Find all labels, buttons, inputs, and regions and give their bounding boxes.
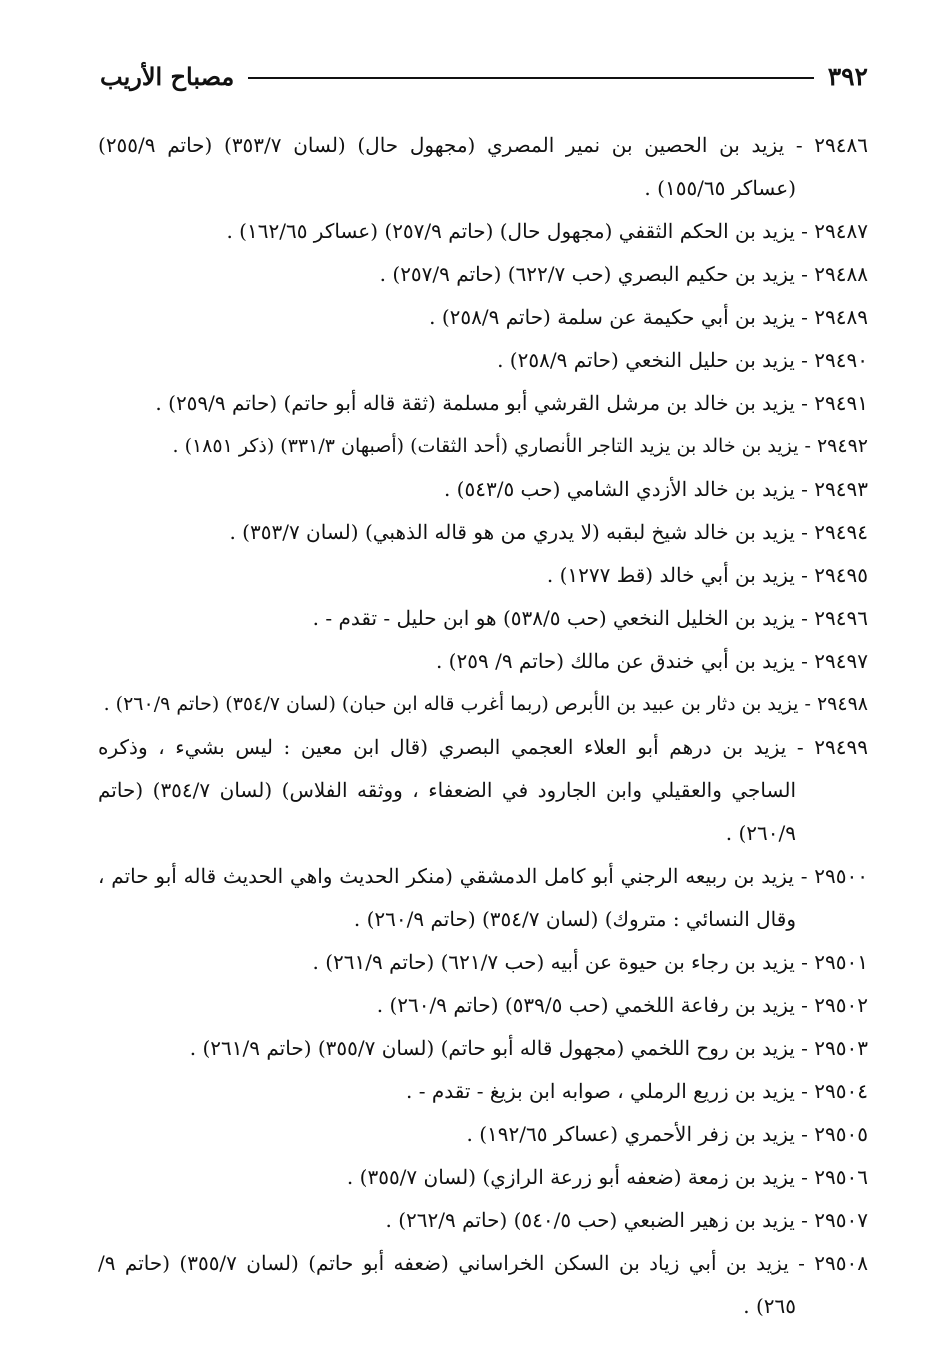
entry: ٢٩٥٠٥ - يزيد بن زفر الأحمري (عساكر ١٩٢/٦٥) .	[466, 1122, 868, 1146]
entry: ٢٩٥٠٧ - يزيد بن زهير الضبعي (حب ٥٤٠/٥) (حاتم ٢٦٢/٩) .	[385, 1208, 868, 1232]
book-title: مصباح الأريب	[100, 61, 235, 91]
entry: ٢٩٥٠٣ - يزيد بن روح اللخمي (مجهول قاله أبو حاتم) (لسان ٣٥٥/٧) (حاتم ٢٦١/٩) .	[189, 1036, 868, 1060]
entry: ٢٩٤٨٨ - يزيد بن حكيم البصري (حب ٦٢٢/٧) (حاتم ٢٥٧/٩) .	[379, 262, 868, 286]
entry: ٢٩٤٩٤ - يزيد بن خالد شيخ لبقبه (لا يدري من هو قاله الذهبي) (لسان ٣٥٣/٧) .	[229, 520, 868, 544]
entry: ٢٩٥٠٤ - يزيد بن زريع الرملي ، صوابه ابن بزيغ - تقدم - .	[405, 1079, 868, 1103]
entry: ٢٩٤٩٣ - يزيد بن خالد الأزدي الشامي (حب ٥٤٣/٥) .	[443, 477, 868, 501]
entry: ٢٩٥٠١ - يزيد بن رجاء بن حيوة عن أبيه (حب ٦٢١/٧) (حاتم ٢٦١/٩) .	[312, 950, 868, 974]
entry: ٢٩٤٨٧ - يزيد بن الحكم الثقفي (مجهول حال) (حاتم ٢٥٧/٩) (عساكر ١٦٢/٦٥) .	[226, 219, 868, 243]
entry: ٢٩٥٠٦ - يزيد بن زمعة (ضعفه أبو زرعة الرازي) (لسان ٣٥٥/٧) .	[346, 1165, 868, 1189]
entry-list	[98, 124, 868, 1328]
header-rule	[248, 77, 813, 79]
entry: ٢٩٥٠٠ - يزيد بن ربيعه الرجني أبو كامل الدمشقي (منكر الحديث واهي الحديث قاله أبو حاتم ، وقال النسائي : متروك) (لسان ٣٥٤/٧) (حاتم ٢٦٠/٩) .	[98, 864, 868, 931]
page-number: ٣٩٢	[827, 61, 868, 91]
entry: ٢٩٤٩٥ - يزيد بن أبي خالد (قط ١٢٧٧) .	[546, 563, 868, 587]
page-header	[100, 58, 868, 94]
entry: ٢٩٤٩٧ - يزيد بن أبي خندق عن مالك (حاتم ٩/ ٢٥٩) .	[435, 649, 868, 673]
entry: ٢٩٤٩٠ - يزيد بن حليل النخعي (حاتم ٢٥٨/٩) .	[497, 348, 868, 372]
entry: ٢٩٤٩١ - يزيد بن خالد بن مرشل القرشي أبو مسلمة (ثقة قاله أبو حاتم) (حاتم ٢٥٩/٩) .	[155, 391, 868, 415]
entry: ٢٩٤٩٩ - يزيد بن درهم أبو العلاء العجمي البصري (قال ابن معين : ليس بشيء ، وذكره الساجي والعقيلي وابن الجارود في الضعفاء ، ووثقه الفلاس) (لسان ٣٥٤/٧) (حاتم ٢٦٠/٩) .	[98, 735, 868, 845]
entry: ٢٩٥٠٢ - يزيد بن رفاعة اللخمي (حب ٥٣٩/٥) (حاتم ٢٦٠/٩) .	[376, 993, 868, 1017]
entry: ٢٩٤٩٨ - يزيد بن دثار بن عبيد بن الأبرص (ربما أغرب قاله ابن حبان) (لسان ٣٥٤/٧) (حاتم ٢٦٠/٩) .	[103, 693, 868, 715]
entry: ٢٩٤٩٦ - يزيد بن الخليل النخعي (حب ٥٣٨/٥) هو ابن حليل - تقدم - .	[312, 606, 868, 630]
entry: ٢٩٤٩٢ - يزيد بن خالد بن يزيد التاجر الأنصاري (أحد الثقات) (أصبهان ٣٣١/٣) (ذكر ١٨٥١) .	[172, 435, 868, 457]
entry: ٢٩٤٨٦ - يزيد بن الحصين بن نمير المصري (مجهول حال) (لسان ٣٥٣/٧) (حاتم ٢٥٥/٩) (عساكر ١٥٥/٦٥) .	[98, 133, 868, 200]
entry: ٢٩٥٠٨ - يزيد بن أبي زياد بن السكن الخراساني (ضعفه أبو حاتم) (لسان ٣٥٥/٧) (حاتم ٩/ ٢٦٥) .	[98, 1251, 868, 1318]
entry: ٢٩٤٨٩ - يزيد بن أبي حكيمة عن سلمة (حاتم ٢٥٨/٩) .	[429, 305, 868, 329]
